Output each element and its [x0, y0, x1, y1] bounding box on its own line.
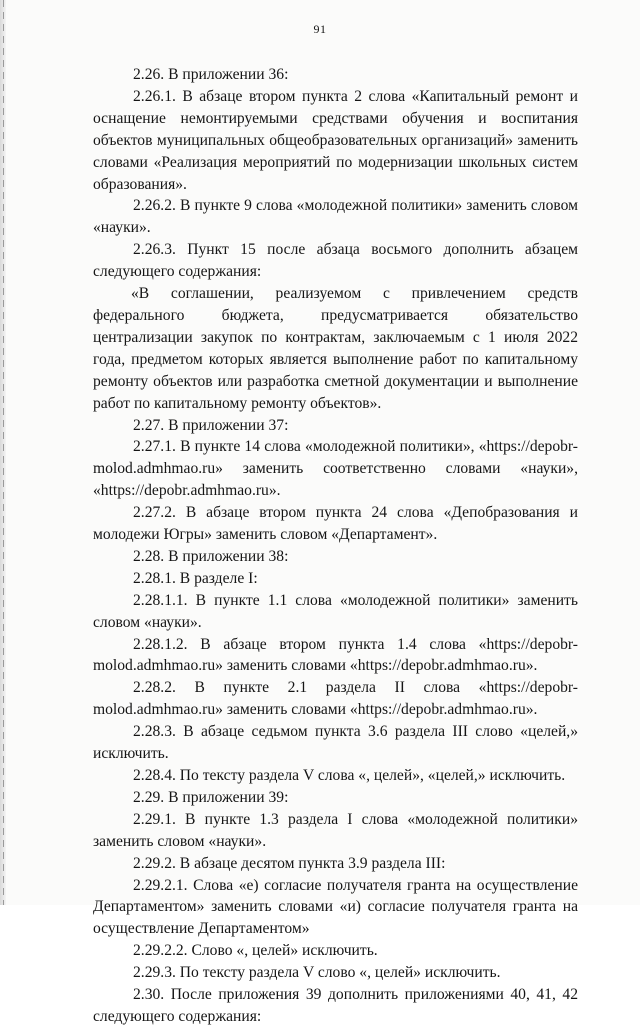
paragraph-2-28-1-1: 2.28.1.1. В пункте 1.1 слова «молодежной политики» заменить словом «науки». [93, 591, 578, 631]
paragraph-2-28-1-2: 2.28.1.2. В абзаце втором пункта 1.4 слова «https://depobr-molod.admhmao.ru» заменить словами «https://depobr.admhmao.ru». [93, 635, 578, 675]
paragraph-2-30: 2.30. После приложения 39 дополнить приложениями 40, 41, 42 следующего содержания: [93, 986, 578, 1025]
quoted-paragraph: «В соглашении, реализуемом с привлечением средств федерального бюджета, предусматривается обязательство централизации закупок по контрактам, заключаемым с 1 июля 2022 года, предметом которых является выполнение работ по капитальному ремонту объектов или разработка сметной документации и выполнение работ по капитальному ремонту объектов». [93, 285, 578, 412]
paragraph-2-27-2: 2.27.2. В абзаце втором пункта 24 слова «Депобразования и молодежи Югры» заменить словом «Департамент». [93, 504, 578, 544]
paragraph-2-29-2-1: 2.29.2.1. Слова «е) согласие получателя гранта на осуществление Департаментом» заменить словами «и) согласие получателя гранта на осуществление Департаментом» [93, 876, 578, 938]
paragraph-2-26-2: 2.26.2. В пункте 9 слова «молодежной политики» заменить словом «науки». [93, 197, 578, 237]
page-number: 91 [313, 22, 327, 36]
paragraph-2-28-3: 2.28.3. В абзаце седьмом пункта 3.6 раздела III слово «целей,» исключить. [93, 723, 578, 763]
paragraph-2-28-2: 2.28.2. В пункте 2.1 раздела II слова «https://depobr-molod.admhmao.ru» заменить словами «https://depobr.admhmao.ru». [93, 679, 578, 719]
paragraph-2-27-1: 2.27.1. В пункте 14 слова «молодежной политики», «https://depobr-molod.admhmao.ru» заменить соответственно словами «науки», «https://depobr.admhmao.ru». [93, 438, 578, 500]
paragraph-2-26-3: 2.26.3. Пункт 15 после абзаца восьмого дополнить абзацем следующего содержания: [93, 241, 578, 281]
paragraph-2-26-1: 2.26.1. В абзаце втором пункта 2 слова «Капитальный ремонт и оснащение немонтируемыми средствами обучения и воспитания объектов муниципальных общеобразовательных организаций» заменить словами «Реализация мероприятий по модернизации школьных систем образования». [93, 87, 578, 193]
paragraph-2-29-3: 2.29.3. По тексту раздела V слово «, целей» исключить. [133, 964, 501, 982]
paragraph-2-28: 2.28. В приложении 38: [133, 547, 289, 565]
scan-left-edge [0, 0, 6, 905]
document-body [93, 64, 578, 1028]
paragraph-2-29-2-2: 2.29.2.2. Слово «, целей» исключить. [133, 942, 378, 960]
paragraph-2-27: 2.27. В приложении 37: [133, 416, 289, 434]
paragraph-2-29-2: 2.29.2. В абзаце десятом пункта 3.9 раздела III: [133, 854, 446, 872]
paragraph-2-29-1: 2.29.1. В пункте 1.3 раздела I слова «молодежной политики» заменить словом «науки». [93, 810, 578, 850]
paragraph-2-26: 2.26. В приложении 36: [133, 66, 289, 83]
paragraph-2-29: 2.29. В приложении 39: [133, 788, 289, 806]
paragraph-2-28-1: 2.28.1. В разделе I: [133, 569, 258, 587]
paragraph-2-28-4: 2.28.4. По тексту раздела V слова «, целей», «целей,» исключить. [133, 767, 566, 784]
